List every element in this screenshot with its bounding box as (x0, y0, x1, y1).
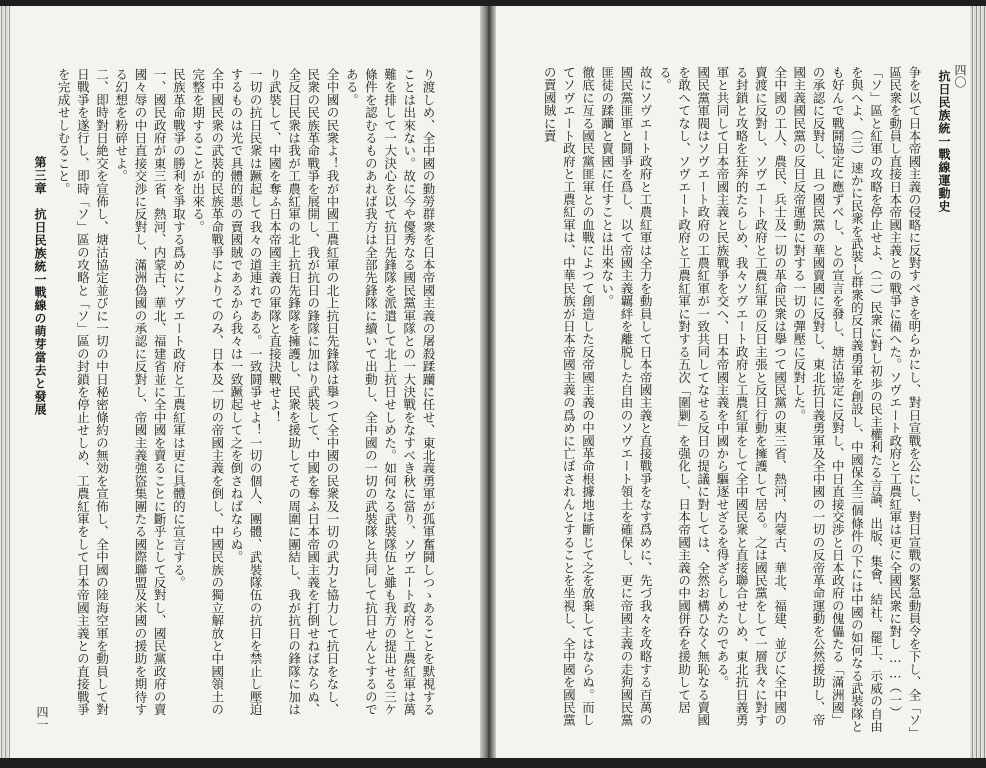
left-page (10, 6, 480, 758)
body-text: 争を以て日本帝國主義の侵略に反對すべきを明らかにし、對日宣戰を公にし、對日宣戰の緊急動員令を下し、全「ソ」區民衆を動員し直接日本帝國主義との戰爭に備へた。ソヴエート政府と工農紅軍は更に全國民衆に對し……（一）「ソ」區と紅軍の攻略を停止せよ、（二）民衆に對し初歩の民主權利たる言論、出版、集會、結社、罷工、示威の自由を與へよ、（三）速かに民衆を武裝し群衆的反日義勇軍を創設し、中國保全三個條件の下には中國の如何なる武裝隊とも好んで戰鬪協定に應ずべし、との宣言を發し、塘沽協定に反對し、中日直接交渉と日本政府の傀儡たる「滿洲國」の承認に反對し、且つ國民黨の華國賣國に反對し、東北抗日義勇軍及全中國の一切の反帝革命運動を公然援助し、帝國主義國民黨の反日反帝運動に對する一切の彈壓に反對した。 全中國の工人、農民、兵士及一切の革命民衆は擧つて國民黨の東三省、熱河、内蒙古、華北、福建、並びに全中國の賣渡に反對し、ソヴエート政府と工農紅軍の反日主張と反日行動を擁護して居る。之は國民黨をして一層我々に對する封鎖と攻略を狂奔的たらしめ、我々ソヴエート政府と工農紅軍をして全中國民衆と直接聯合せしめ、東北抗日義勇軍と共同して日本帝國主義と民族戰爭を交へ、日本帝國主義を中國から驅逐せざるを得ざらしめたのである。 國民黨軍閥はソヴエート政府の工農紅軍が一致共同してなせる反日の提議に對しては、全然お構ひなく無恥なる賣國を敢へてなし、ソヴエート政府と工農紅軍に對する五次「圍剿」を强化し、日本帝國主義の中國併呑を援助して居る。 故にソヴエート政府と工農紅軍は全力を動員して日本帝國主義と直接戰爭をなす爲めに、先づ我々を攻略する百萬の國民黨匪軍と鬪爭を爲し、以て帝國主義覊絆を離脱した自由のソヴエート領土を確保し、更に帝國主義の走狗國民黨匪徒の蹂躪と賣國に任すことは出來ない。 徹底に亙る國民黨匪軍との血戰によつて創造した反帝國主義の中國革命根據地は斷じて之を放棄してはならぬ。而してソヴエート政府と工農紅軍は、中華民族が日本帝國主義の爲めに亡ぼされんとすることを坐視し、全中國を國民黨の賣國賊に賣 (542, 66, 922, 733)
running-head: 第三章 抗日民族統一戰線の萌芽當去と發展 (33, 156, 47, 416)
running-head: 抗日民族統一戰線運動史 (937, 70, 951, 213)
page-number: 四一 (35, 706, 49, 730)
right-page-edge (970, 6, 986, 758)
page-number: 四〇 (953, 64, 967, 88)
right-page (496, 6, 978, 758)
book-gutter (480, 6, 496, 758)
body-text: り渡しめ、全中國の勤勞群衆を日本帝國主義の屠殺蹂躪に任せ、東北義勇軍が孤軍奮鬪しつゝあることを默視することは出來ない。故に今や優秀なる國民黨軍隊との一大決戰をなすべき秋に當り、ソヴエート政府と工農紅軍は萬難を排して一大決心を以て抗日先鋒隊を派遣して北上抗日せしめた。如何なる武裝隊伍と雖も我方の提出せる三ケ條件を認むるものあれば我方は全部先鋒隊に續いて出動し、全中國の一切の武裝隊と共同して抗日せんとするのである。 全中國の民衆よ！我が中國工農紅軍の北上抗日先鋒隊は擧つて全中國の民衆及一切の武力と協力して抗日をなし、民衆の民族革命戰爭を展開し、我が抗日の鋒隊に加はり武裝して、中國を奪ふ日本帝國主義を打倒せねばならぬ、全反日民衆は我が工農紅軍の北上抗日先鋒隊を擁護し、民衆を援助してその周圍に團結し、我が抗日の鋒隊に加はり武裝して、中國を奪ふ日本帝國主義の軍隊と直接決戰せよ！ 一切の抗日民衆は蹶起して我々の道連れである。一致鬪爭せよ！一切の個人、團體、武裝隊伍の抗日を禁止し壓迫するものは光で具體的悪の賣國賊であるから我々は一致蹶起して之を倒さねばならぬ。 全中國民衆の武裝的民族革命戰爭によりてのみ、日本及一切の帝國主義を倒し、中國民族の獨立解放と中國領土の完整を期することが出來る。 民族革命戰爭の勝利を爭取する爲めにソヴエート政府と工農紅軍は更に具體的に宣言する。 一、國民政府が東三省、熱河、内蒙古、華北、福建省並に全中國を賣ることに斷乎として反對し、國民黨政府の賣國々辱の中日直接交渉に反對し、滿洲偽國の承認に反對し、帝國主義強盜集團たる國際聯盟及米國の援助を期待する幻想を粉碎せよ。 二、即時對日絶交を宣佈し、塘沽協定並びに一切の中日秘密條約の無効を宣佈し、全中國の陸海空軍を動員して對日戰爭を遂行し、即時「ソ」區の攻略と「ソ」區の封鎖を停止せしめ、工農紅軍をして日本帝國主義との直接戰爭を完成せしむること。 (56, 68, 436, 716)
